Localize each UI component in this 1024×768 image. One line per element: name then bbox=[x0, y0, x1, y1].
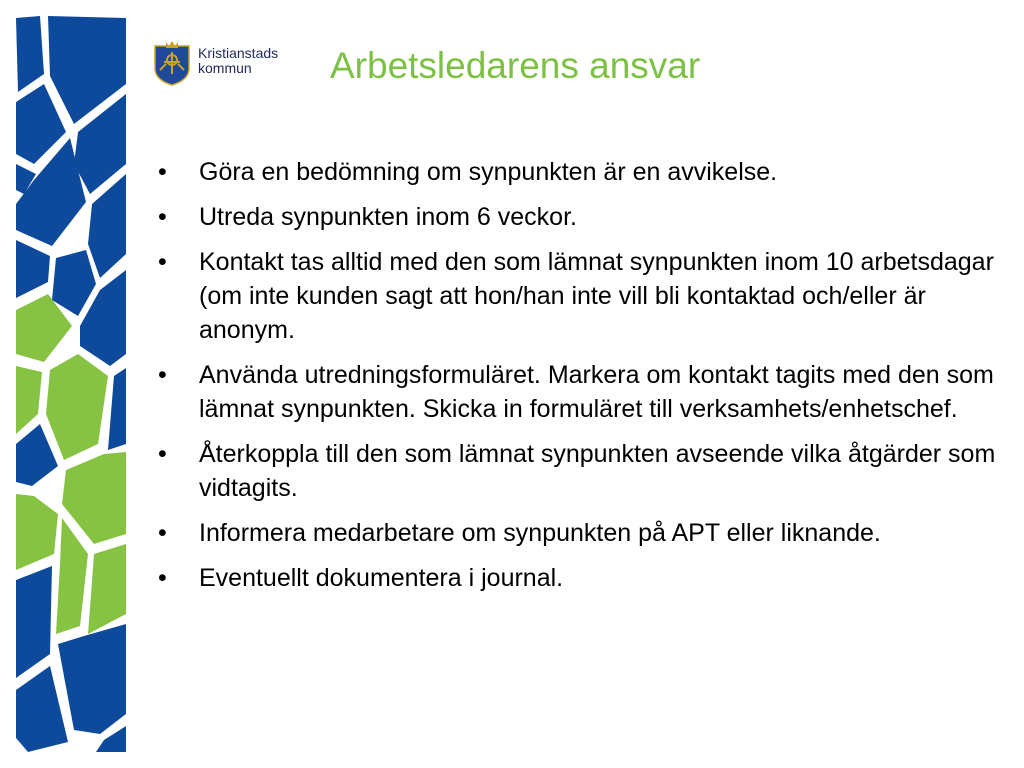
bullet-list bbox=[156, 155, 996, 606]
bullet-icon: • bbox=[158, 519, 167, 547]
bullet-icon: • bbox=[158, 440, 167, 468]
bullet-text: Informera medarbetare om synpunkten på APT eller liknande. bbox=[199, 519, 881, 547]
bullet-icon: • bbox=[158, 158, 167, 186]
bullet-item bbox=[156, 516, 996, 550]
bullet-text: Använda utredningsformuläret. Markera om kontakt tagits med den som lämnat synpunkten. Skicka in formuläret till verksamhets/enhetschef. bbox=[199, 361, 994, 423]
bullet-text: Utreda synpunkten inom 6 veckor. bbox=[199, 203, 577, 231]
bullet-icon: • bbox=[158, 248, 167, 276]
bullet-text: Göra en bedömning om synpunkten är en avvikelse. bbox=[199, 158, 778, 186]
bullet-item bbox=[156, 437, 996, 505]
bullet-text: Eventuellt dokumentera i journal. bbox=[199, 564, 564, 592]
bullet-item bbox=[156, 200, 996, 234]
bullet-item bbox=[156, 155, 996, 189]
bullet-item bbox=[156, 561, 996, 595]
bullet-item bbox=[156, 245, 996, 347]
bullet-text: Återkoppla till den som lämnat synpunkten avseende vilka åtgärder som vidtagits. bbox=[199, 440, 996, 502]
bullet-icon: • bbox=[158, 203, 167, 231]
logo-line-1: Kristianstads bbox=[198, 45, 279, 61]
slide-title: Arbetsledarens ansvar bbox=[330, 45, 701, 86]
bullet-icon: • bbox=[158, 361, 167, 389]
bullet-icon: • bbox=[158, 564, 167, 592]
logo-wordmark bbox=[198, 46, 278, 76]
kristianstads-kommun-logo[interactable] bbox=[152, 40, 302, 88]
bullet-text: Kontakt tas alltid med den som lämnat synpunkten inom 10 arbetsdagar (om inte kunden sagt att hon/han inte vill bli kontaktad och/eller är anonym. bbox=[199, 248, 994, 344]
decorative-mosaic bbox=[14, 14, 130, 754]
bullet-item bbox=[156, 358, 996, 426]
logo-line-2: kommun bbox=[198, 60, 252, 76]
coat-of-arms-icon bbox=[152, 40, 192, 86]
